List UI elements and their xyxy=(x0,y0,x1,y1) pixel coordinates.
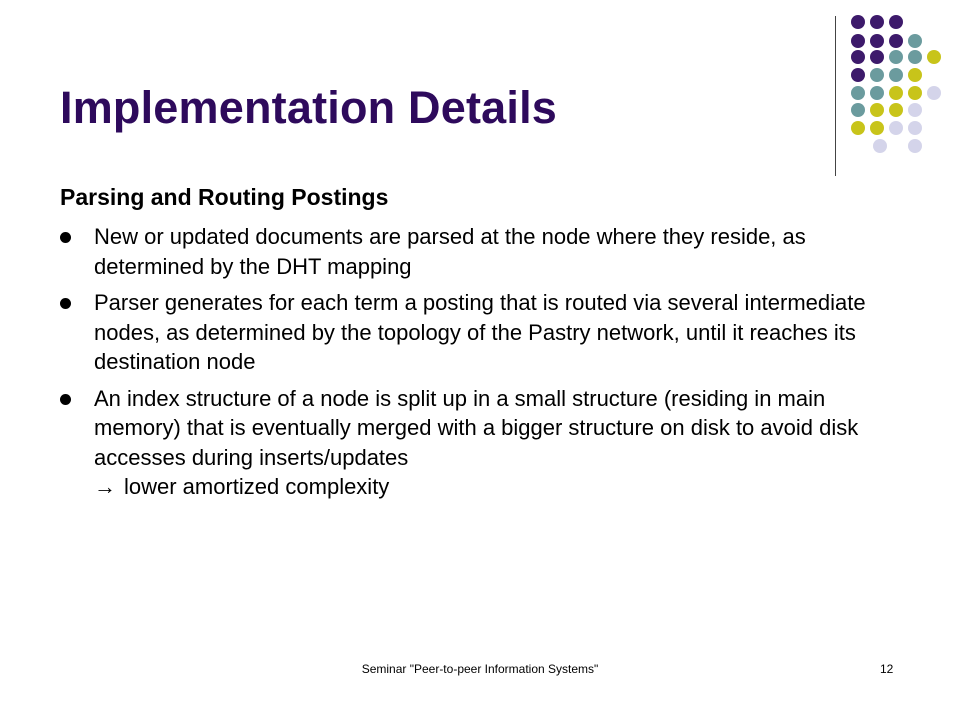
footer-text: Seminar "Peer-to-peer Information Systems" xyxy=(361,662,599,676)
decorative-dot xyxy=(870,121,884,135)
bullet-text: An index structure of a node is split up in a small structure (residing in main memory) that is eventually merged with a bigger structure on disk to avoid disk accesses during inserts/updates xyxy=(94,385,859,470)
decorative-dot xyxy=(908,68,922,82)
title-divider-line xyxy=(835,16,836,176)
bullet-text: Parser generates for each term a posting that is routed via several intermediate nodes, as determined by the topology of the Pastry network, until it reaches its destination node xyxy=(94,290,866,374)
decorative-dot xyxy=(851,50,865,64)
decorative-dot xyxy=(851,86,865,100)
bullet-dot-icon xyxy=(60,298,71,309)
decorative-dot xyxy=(927,86,941,100)
bullet-dot-icon xyxy=(60,394,71,405)
right-arrow-icon: → xyxy=(94,474,116,499)
section-heading: Parsing and Routing Postings xyxy=(60,184,389,210)
decorative-dot xyxy=(908,50,922,64)
page-number: 12 xyxy=(880,662,894,676)
decorative-dot xyxy=(908,86,922,100)
slide-title: Implementation Details xyxy=(60,82,558,133)
decorative-dot xyxy=(889,86,903,100)
decorative-dot xyxy=(851,15,865,29)
decorative-dot xyxy=(851,68,865,82)
decorative-dot xyxy=(851,121,865,135)
decorative-dot xyxy=(873,139,887,153)
decorative-dot xyxy=(908,34,922,48)
list-item xyxy=(60,222,910,281)
decorative-dot xyxy=(870,34,884,48)
list-item xyxy=(60,384,910,502)
decorative-dot xyxy=(927,50,941,64)
bullet-text: New or updated documents are parsed at the node where they reside, as determined by the DHT mapping xyxy=(94,224,806,279)
decorative-dot xyxy=(908,121,922,135)
bullet-dot-icon xyxy=(60,232,71,243)
decorative-dot xyxy=(889,15,903,29)
decorative-dot xyxy=(870,15,884,29)
decorative-dot xyxy=(908,103,922,117)
decorative-dot xyxy=(870,68,884,82)
decorative-dot xyxy=(889,50,903,64)
decorative-dot xyxy=(851,103,865,117)
bullet-continuation-text: lower amortized complexity xyxy=(124,474,390,499)
decorative-dot xyxy=(889,34,903,48)
decorative-dot xyxy=(908,139,922,153)
decorative-dot xyxy=(889,103,903,117)
decorative-dot xyxy=(889,68,903,82)
decorative-dot xyxy=(870,103,884,117)
decorative-dot xyxy=(889,121,903,135)
decorative-dot xyxy=(870,86,884,100)
bullet-list xyxy=(60,222,910,509)
list-item xyxy=(60,288,910,377)
decorative-dot xyxy=(851,34,865,48)
decorative-dot xyxy=(870,50,884,64)
